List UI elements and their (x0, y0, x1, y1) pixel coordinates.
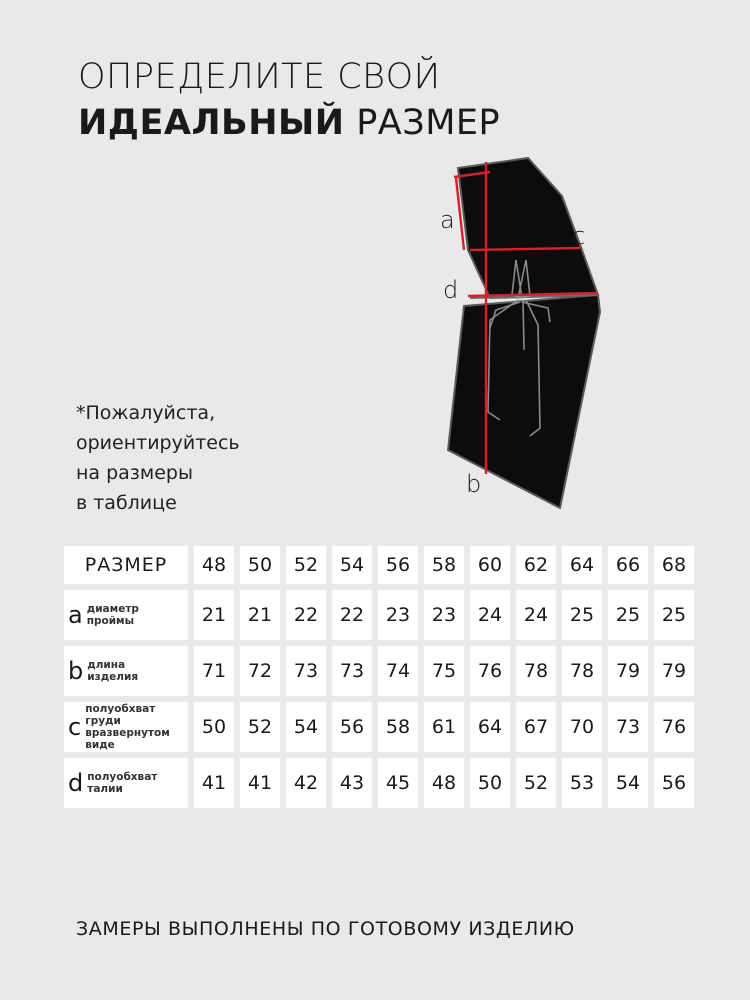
table-row (64, 758, 700, 808)
value-cell: 52 (516, 758, 556, 808)
param-letter: d (68, 769, 84, 797)
table-row (64, 590, 700, 640)
value-cell: 25 (608, 590, 648, 640)
value-cell: 58 (378, 702, 418, 752)
value-cell: 78 (562, 646, 602, 696)
label-c: c (572, 222, 586, 250)
note-line: *Пожалуйста, (76, 402, 216, 424)
value-cell: 21 (240, 590, 280, 640)
param-cell-b (64, 646, 188, 696)
param-letter: a (68, 601, 83, 629)
value-cell: 76 (470, 646, 510, 696)
value-cell: 73 (608, 702, 648, 752)
value-cell: 79 (654, 646, 694, 696)
size-note (76, 398, 240, 518)
value-cell: 71 (194, 646, 234, 696)
value-cell: 45 (378, 758, 418, 808)
value-cell: 67 (516, 702, 556, 752)
value-cell: 56 (654, 758, 694, 808)
value-cell: 43 (332, 758, 372, 808)
value-cell: 25 (562, 590, 602, 640)
page-title (78, 54, 500, 146)
footer-note: ЗАМЕРЫ ВЫПОЛНЕНЫ ПО ГОТОВОМУ ИЗДЕЛИЮ (76, 918, 575, 940)
param-desc: полуобхват талии (87, 771, 158, 795)
size-cell: 68 (654, 546, 694, 584)
size-table (64, 546, 700, 814)
value-cell: 61 (424, 702, 464, 752)
value-cell: 64 (470, 702, 510, 752)
param-cell-d (64, 758, 188, 808)
value-cell: 25 (654, 590, 694, 640)
label-b: b (466, 470, 482, 498)
value-cell: 76 (654, 702, 694, 752)
value-cell: 23 (424, 590, 464, 640)
value-cell: 78 (516, 646, 556, 696)
note-line: на размеры (76, 462, 193, 484)
value-cell: 54 (608, 758, 648, 808)
value-cell: 42 (286, 758, 326, 808)
value-cell: 41 (194, 758, 234, 808)
param-cell-a (64, 590, 188, 640)
size-cell: 56 (378, 546, 418, 584)
size-cell: 64 (562, 546, 602, 584)
value-cell: 53 (562, 758, 602, 808)
table-header-row (64, 546, 700, 584)
param-cell-c (64, 702, 188, 752)
note-line: в таблице (76, 492, 177, 514)
title-line-1: ОПРЕДЕЛИТЕ СВОЙ (78, 57, 441, 97)
size-cell: 48 (194, 546, 234, 584)
header-size-label: РАЗМЕР (64, 546, 188, 584)
value-cell: 22 (286, 590, 326, 640)
value-cell: 74 (378, 646, 418, 696)
table-row (64, 646, 700, 696)
value-cell: 75 (424, 646, 464, 696)
label-a: a (440, 206, 455, 234)
value-cell: 73 (286, 646, 326, 696)
value-cell: 48 (424, 758, 464, 808)
size-cell: 60 (470, 546, 510, 584)
value-cell: 50 (470, 758, 510, 808)
value-cell: 52 (240, 702, 280, 752)
title-bold-word: ИДЕАЛЬНЫЙ (78, 103, 345, 143)
value-cell: 21 (194, 590, 234, 640)
garment-illustration (430, 150, 620, 520)
size-cell: 58 (424, 546, 464, 584)
value-cell: 54 (286, 702, 326, 752)
value-cell: 73 (332, 646, 372, 696)
size-cell: 50 (240, 546, 280, 584)
size-cell: 54 (332, 546, 372, 584)
note-line: ориентируйтесь (76, 432, 240, 454)
table-row (64, 702, 700, 752)
param-letter: c (68, 713, 82, 741)
title-rest-word: РАЗМЕР (356, 103, 501, 143)
value-cell: 70 (562, 702, 602, 752)
value-cell: 50 (194, 702, 234, 752)
param-desc: диаметр проймы (86, 603, 139, 627)
value-cell: 22 (332, 590, 372, 640)
param-desc: длина изделия (87, 659, 139, 683)
size-cell: 62 (516, 546, 556, 584)
value-cell: 72 (240, 646, 280, 696)
size-cell: 52 (286, 546, 326, 584)
title-line-2 (78, 100, 500, 146)
value-cell: 41 (240, 758, 280, 808)
value-cell: 24 (470, 590, 510, 640)
value-cell: 56 (332, 702, 372, 752)
value-cell: 79 (608, 646, 648, 696)
value-cell: 24 (516, 590, 556, 640)
size-cell: 66 (608, 546, 648, 584)
param-letter: b (68, 657, 84, 685)
garment-diagram (430, 150, 620, 520)
label-d: d (443, 276, 459, 304)
value-cell: 23 (378, 590, 418, 640)
param-desc: полуобхват груди вразвернутом виде (85, 703, 170, 751)
